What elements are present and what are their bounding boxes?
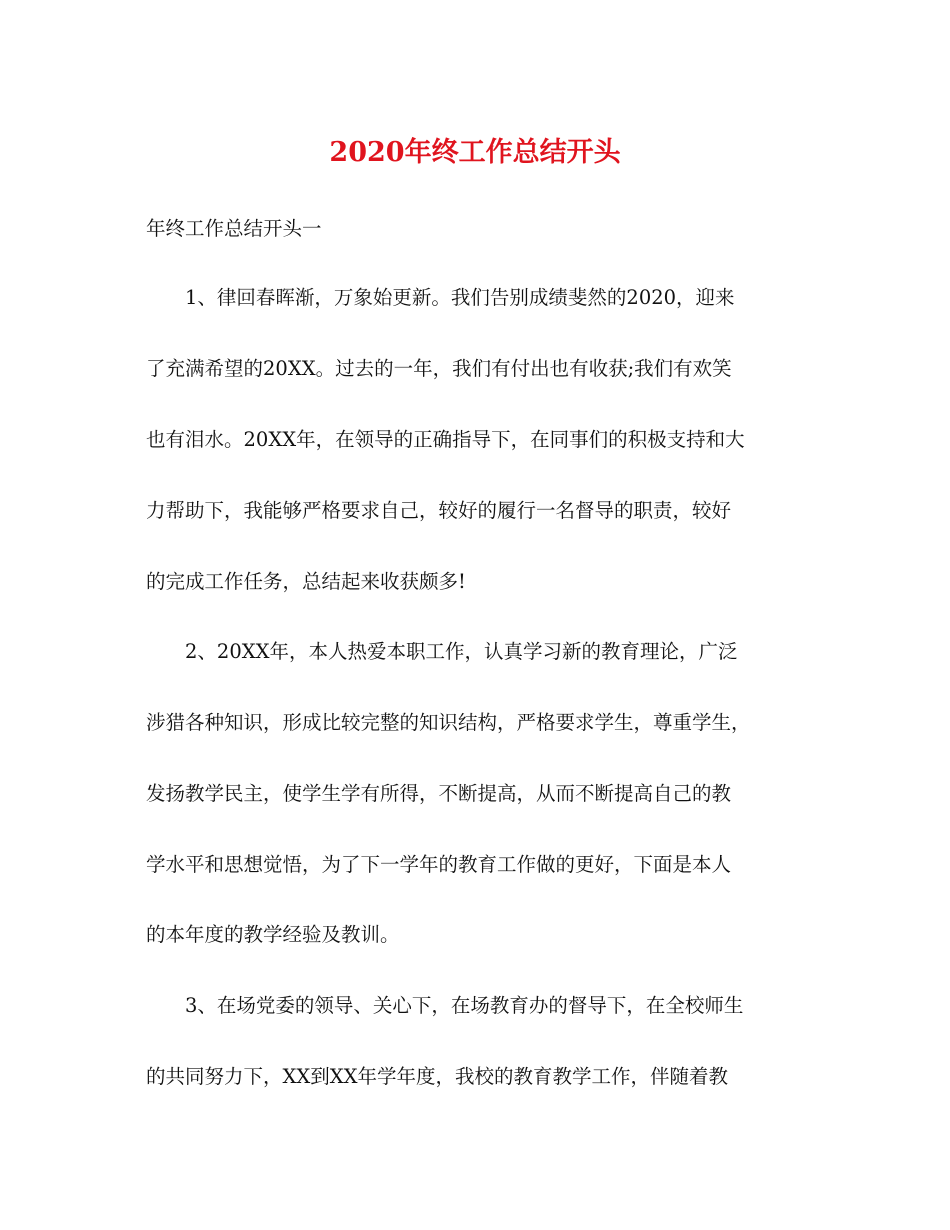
document-title: 2020年终工作总结开头 bbox=[329, 137, 621, 168]
paragraph-line: 了充满希望的20XX。过去的一年，我们有付出也有收获;我们有欢笑 bbox=[146, 357, 732, 380]
paragraph-line: 发扬教学民主，使学生学有所得，不断提高，从而不断提高自己的教 bbox=[146, 782, 732, 805]
paragraph-line: 2、20XX年，本人热爱本职工作，认真学习新的教育理论，广泛 bbox=[146, 640, 738, 663]
paragraph-line: 3、在场党委的领导、关心下，在场教育办的督导下，在全校师生 bbox=[146, 994, 744, 1017]
paragraph-line: 学水平和思想觉悟，为了下一学年的教育工作做的更好，下面是本人 bbox=[146, 853, 732, 876]
paragraph-line: 的共同努力下，XX到XX年学年度，我校的教育教学工作，伴随着教 bbox=[146, 1065, 729, 1088]
paragraph-line: 1、律回春晖渐，万象始更新。我们告别成绩斐然的2020，迎来 bbox=[146, 286, 735, 309]
paragraph-line: 力帮助下，我能够严格要求自己，较好的履行一名督导的职责，较好 bbox=[146, 499, 732, 522]
paragraph-line: 涉猎各种知识，形成比较完整的知识结构，严格要求学生，尊重学生， bbox=[146, 711, 751, 734]
paragraph-line: 也有泪水。20XX年，在领导的正确指导下，在同事们的积极支持和大 bbox=[146, 428, 745, 451]
paragraph-line: 的完成工作任务，总结起来收获颇多! bbox=[146, 570, 466, 593]
section-heading: 年终工作总结开头一 bbox=[146, 217, 322, 240]
paragraph-line: 的本年度的教学经验及教训。 bbox=[146, 923, 400, 946]
